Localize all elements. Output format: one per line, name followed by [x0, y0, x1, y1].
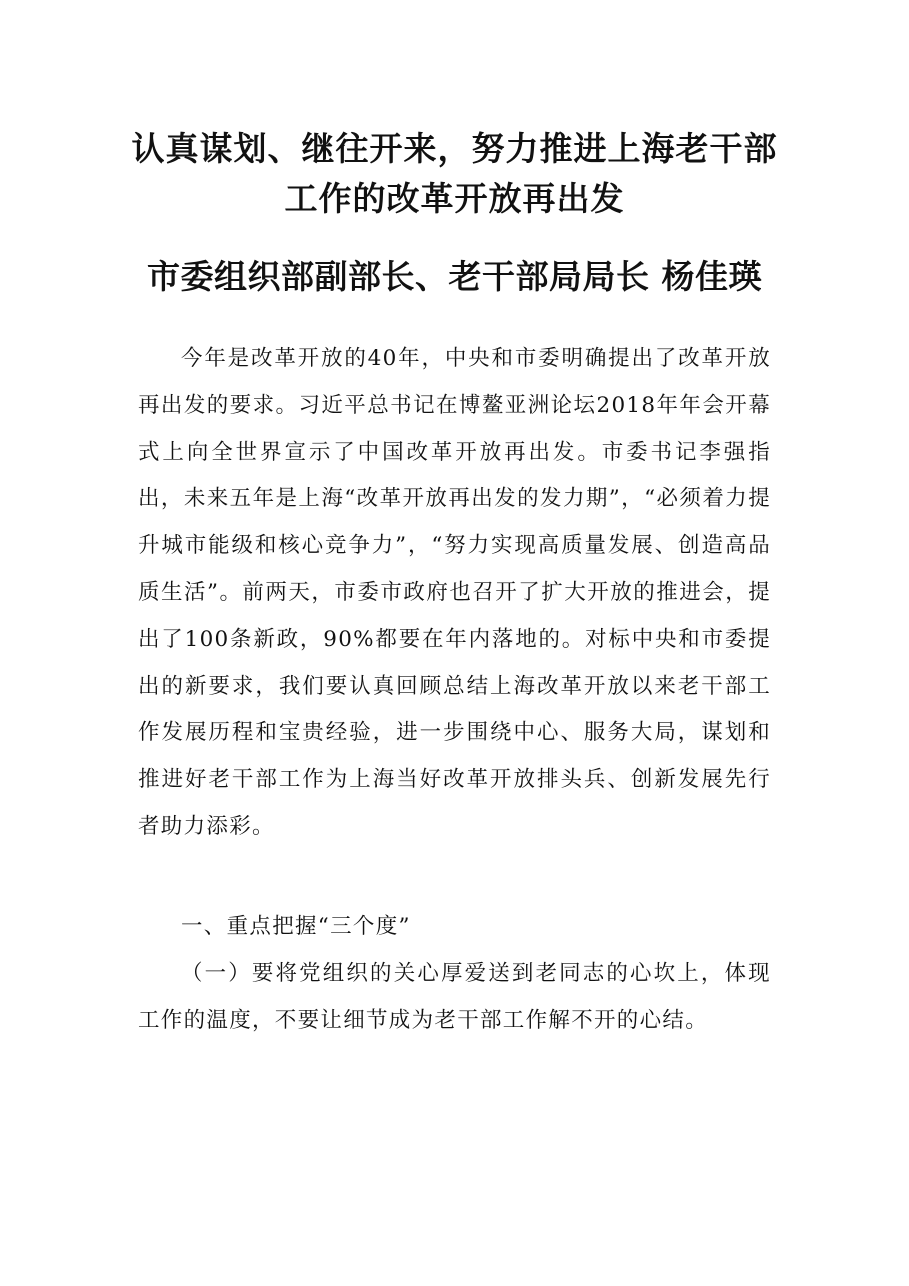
section-heading-1: 一、重点把握“三个度”	[181, 914, 411, 939]
body-paragraph-subsection-1: （一）要将党组织的关心厚爱送到老同志的心坎上，体现工作的温度，不要让细节成为老干部工作解不开的心结。	[138, 961, 771, 1033]
document-title: 认真谋划、继往开来，努力推进上海老干部工作的改革开放再出发	[131, 129, 778, 218]
body-paragraph-intro: 今年是改革开放的40年，中央和市委明确提出了改革开放再出发的要求。习近平总书记在博鳌亚洲论坛2018年年会开幕式上向全世界宣示了中国改革开放再出发。市委书记李强指出，未来五年是上海“改革开放再出发的发力期”，“必须着力提升城市能级和核心竞争力”，“努力实现高质量发展、创造高品质生活”。前两天，市委市政府也召开了扩大开放的推进会，提出了100条新政，90%都要在年内落地的。对标中央和市委提出的新要求，我们要认真回顾总结上海改革开放以来老干部工作发展历程和宝贵经验，进一步围绕中心、服务大局，谋划和推进好老干部工作为上海当好改革开放排头兵、创新发展先行者助力添彩。	[138, 346, 771, 839]
document-subtitle: 市委组织部副部长、老干部局局长 杨佳瑛	[147, 257, 762, 296]
